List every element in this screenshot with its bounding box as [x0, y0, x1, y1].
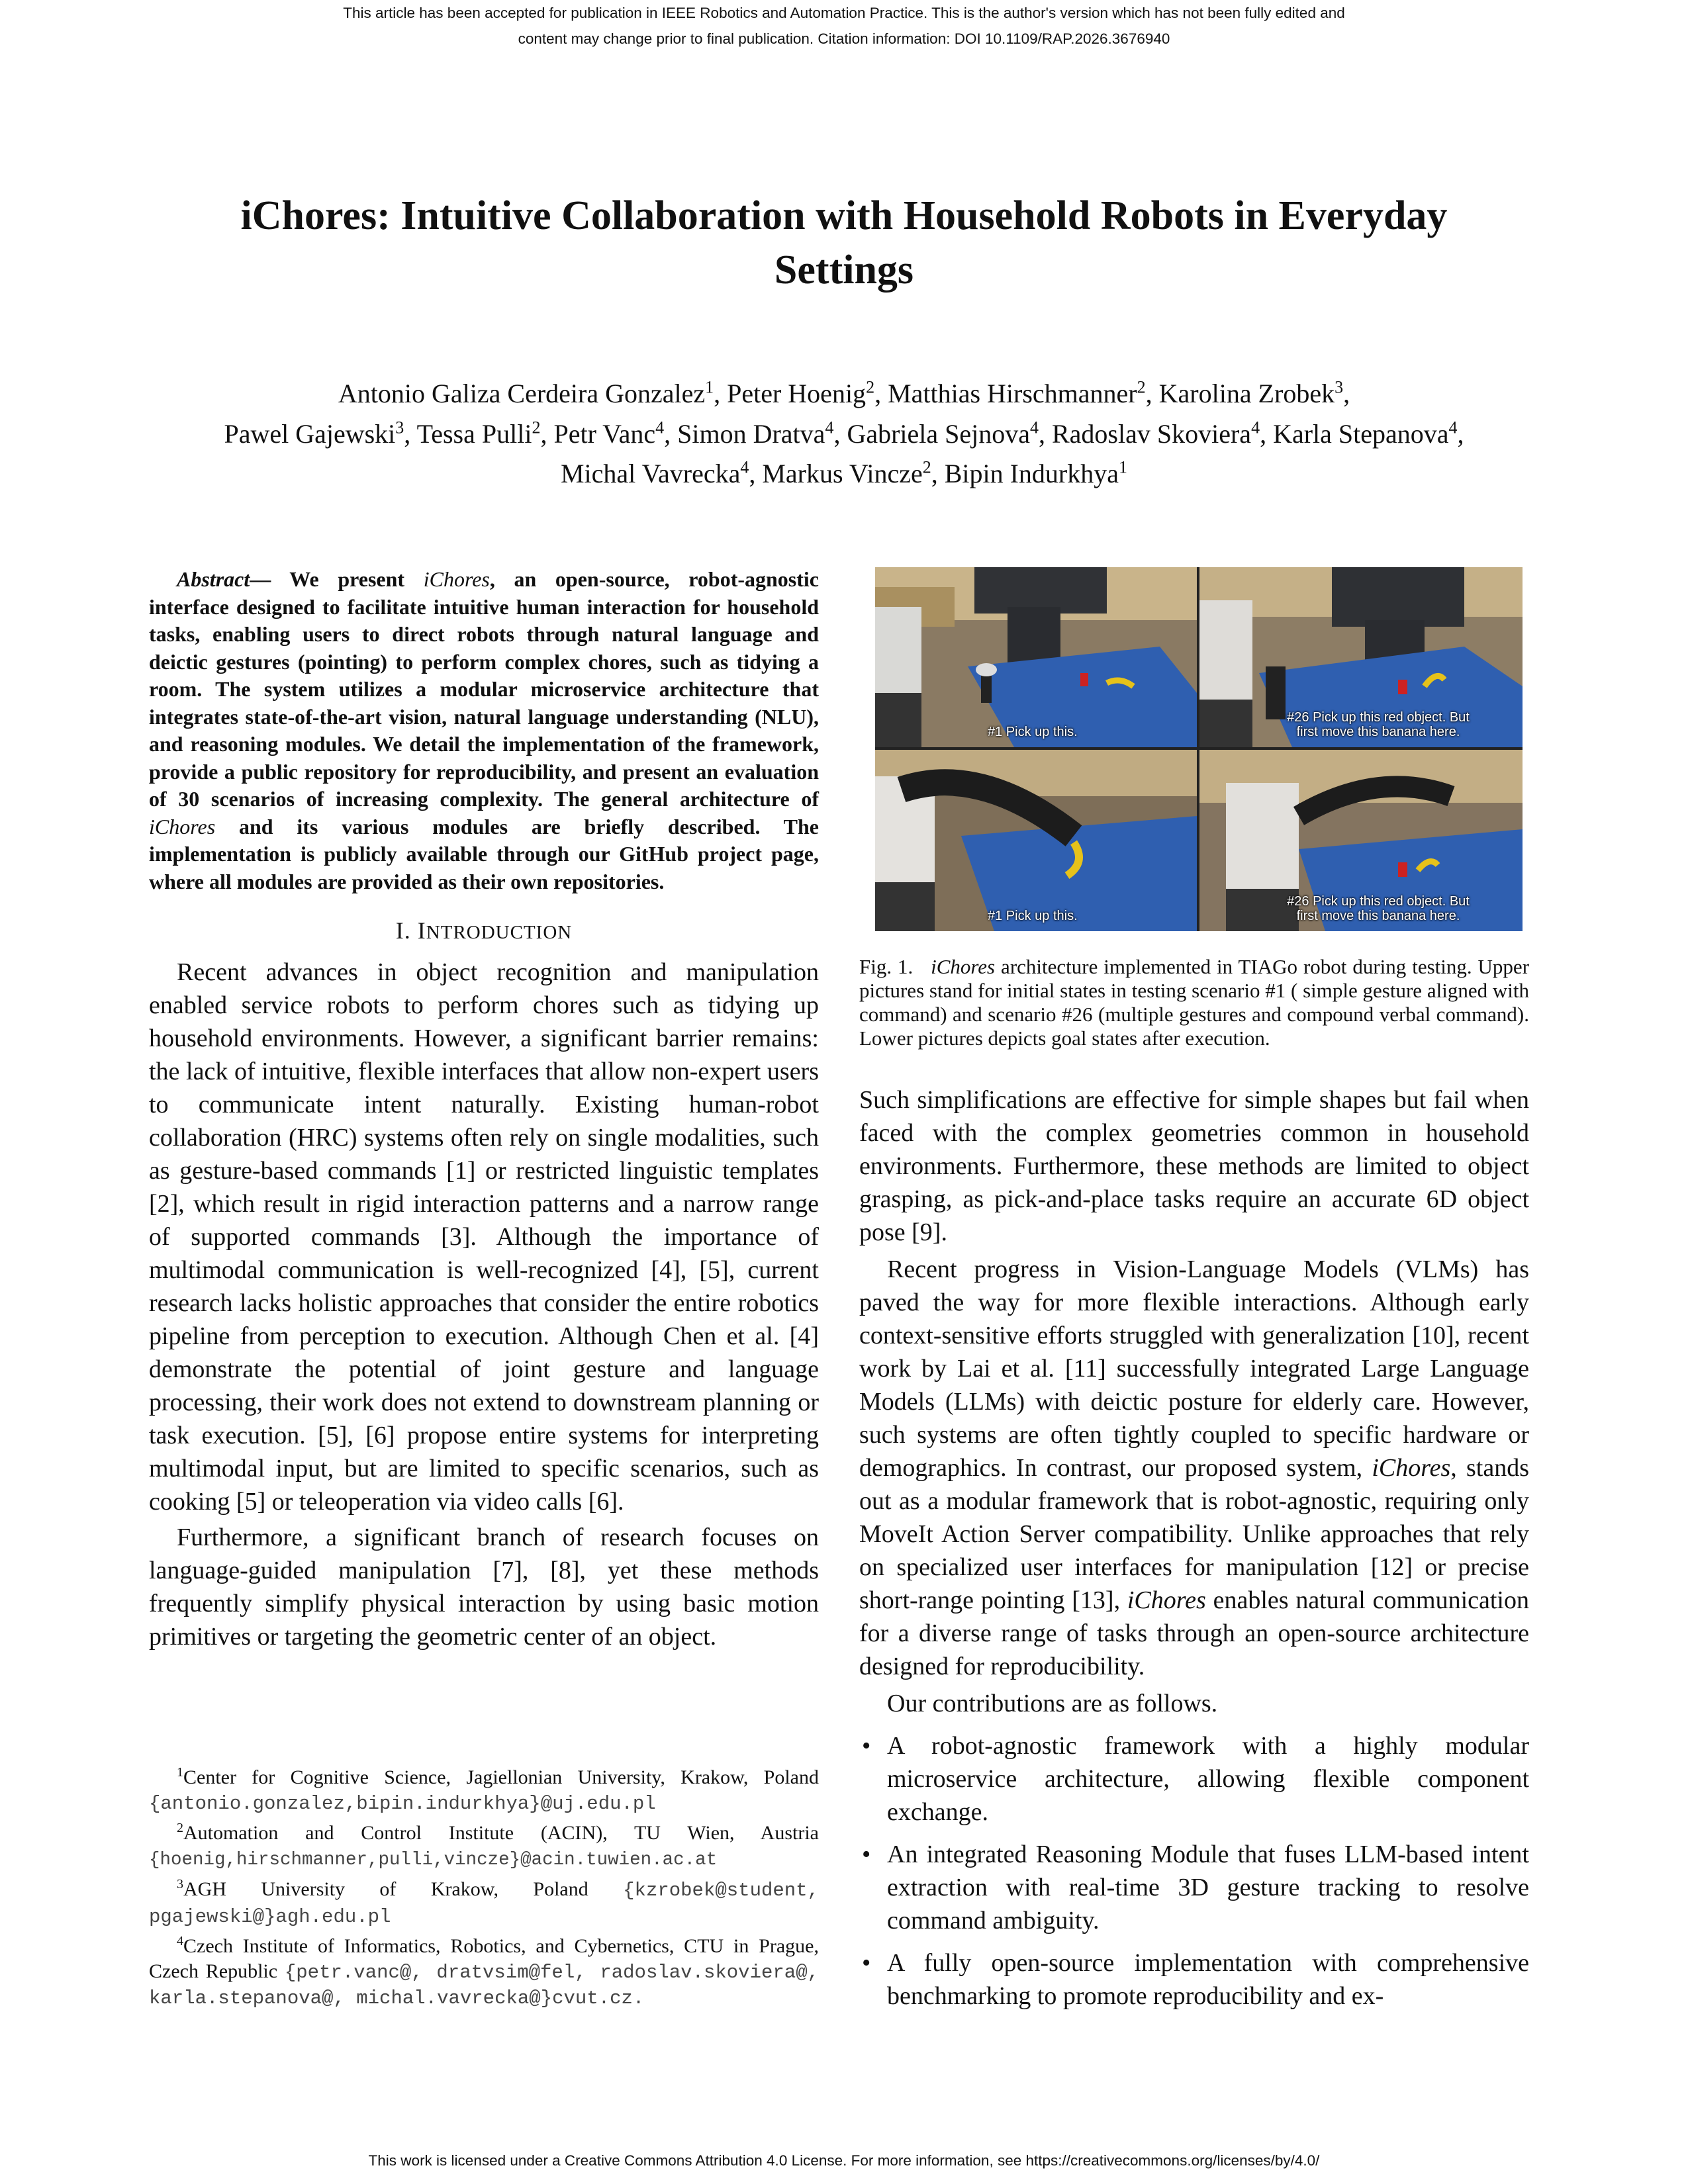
- list-item: • A robot-agnostic framework with a highly modular microservice architecture, allowing flexible component exchange.: [859, 1729, 1529, 1829]
- figure-subtitle: #1 Pick up this.: [988, 909, 1078, 923]
- right-paragraph-2: Recent progress in Vision-Language Models (VLMs) has paved the way for more flexible interactions. Although early context-sensitive efforts struggled with generalization [10], recent work by Lai et al. [11] successfully integrated Large Language Models (LLMs) with deictic posture for elderly care. However, such systems are often tightly coupled to specific hardware or demographics. In contrast, our proposed system, iChores, stands out as a modular framework that is robot-agnostic, requiring only MoveIt Action Server compatibility. Unlike approaches that rely on specialized user interfaces for manipulation [12] or precise short-range pointing [13], iChores enables natural communication for a diverse range of tasks through an open-source architecture designed for reproducibility.: [859, 1255, 1530, 1680]
- contributions-list: [859, 1729, 1529, 2013]
- title-line-2: Settings: [774, 248, 914, 293]
- title-line-1: iChores: Intuitive Collaboration with Household Robots in Everyday: [240, 193, 1448, 238]
- publication-banner: [0, 0, 1688, 52]
- left-column: [149, 566, 819, 1653]
- system-name: iChores: [1372, 1454, 1451, 1482]
- banner-line-1: This article has been accepted for publication in IEEE Robotics and Automation Practice. This is the author's version which has not been fully edited and: [343, 5, 1345, 21]
- footnote-4: $^4$Czech Institute of Informatics, Robotics, and Cybernetics, CTU in Prague, Czech Republic {petr.vanc@, dratvsim@fel, radoslav.skoviera@, karla.stepanova@, michal.vavrecka@}cvut.cz.: [149, 1934, 819, 2009]
- author: Karolina Zrobek$^3$,: [1158, 378, 1350, 409]
- banner-line-2: content may change prior to final publication. Citation information: DOI 10.1109/RAP.2026.3676940: [518, 30, 1170, 47]
- footnote-email: {hoenig,hirschmanner,pulli,vincze}@acin.tuwien.ac.at: [149, 1849, 718, 1870]
- section-heading-introduction: I. INTRODUCTION: [395, 917, 573, 944]
- author: Michal Vavrecka$^4$,: [560, 457, 763, 488]
- footnote-email: {petr.vanc@, dratvsim@fel, radoslav.skoviera@, karla.stepanova@, michal.vavrecka@}cvut.cz.: [149, 1961, 819, 2009]
- author: Gabriela Sejnova$^4$,: [847, 418, 1052, 449]
- author: Bipin Indurkhya$^1$: [944, 457, 1128, 488]
- photo-goal-scenario-26: [1199, 750, 1523, 931]
- system-name: iChores: [1127, 1586, 1206, 1614]
- abstract-label: Abstract: [177, 567, 250, 591]
- affiliation-footnotes: [149, 1760, 819, 2011]
- author: Karla Stepanova$^4$,: [1273, 418, 1464, 449]
- figure-1-caption: Fig. 1. iChores architecture implemented in TIAGo robot during testing. Upper pictures stand for initial states in testing scenario #1 ( simple gesture aligned with command) and scenario #26 (multiple gestures and compound verbal command). Lower pictures depicts goal states after execution.: [859, 955, 1530, 1050]
- license-footer: This work is licensed under a Creative Commons Attribution 4.0 License. For more information, see https://creativecommons.org/licenses/by/4.0/: [368, 2152, 1320, 2169]
- author-list: [99, 371, 1589, 490]
- right-column: [859, 1083, 1529, 2013]
- author: Pawel Gajewski$^3$,: [224, 418, 417, 449]
- author: Antonio Galiza Cerdeira Gonzalez$^1$,: [338, 378, 727, 409]
- author-line-1: [99, 371, 1589, 410]
- author: Radoslav Skoviera$^4$,: [1052, 418, 1274, 449]
- system-name: iChores: [423, 567, 490, 591]
- paper-title: [99, 189, 1589, 297]
- list-item: • An integrated Reasoning Module that fuses LLM-based intent extraction with real-time 3D gesture tracking to resolve command ambiguity.: [859, 1838, 1529, 1937]
- footnote-email: {antonio.gonzalez,bipin.indurkhya}@uj.edu.pl: [149, 1792, 656, 1815]
- right-paragraph-1: Such simplifications are effective for simple shapes but fail when faced with the complex geometries common in household environments. Furthermore, these methods are limited to object grasping, as pick-and-place tasks require an accurate 6D object pose [9].: [859, 1086, 1529, 1246]
- figure-subtitle: #26 Pick up this red object. But first move this banana here.: [1287, 710, 1470, 739]
- figure-subtitle: #26 Pick up this red object. But first move this banana here.: [1287, 894, 1470, 923]
- footnote-email: {kzrobek@student, pgajewski@}agh.edu.pl: [149, 1880, 819, 1928]
- figure-1-photo-grid: [875, 567, 1523, 931]
- author: Matthias Hirschmanner$^2$,: [888, 378, 1159, 409]
- photo-initial-scenario-26: [1199, 567, 1523, 747]
- intro-paragraph-1: Recent advances in object recognition and manipulation enabled service robots to perform chores such as tidying up household environments. However, a significant barrier remains: the lack of intuitive, flexible interfaces that allow non-expert users to communicate intent naturally. Existing human-robot collaboration (HRC) systems often rely on single modalities, such as gesture-based commands [1] or restricted linguistic templates [2], which result in rigid interaction patterns and a narrow range of supported commands [3]. Although the importance of multimodal communication is well-recognized [4], [5], current research lacks holistic approaches that consider the entire robotics pipeline from perception to execution. Although Chen et al. [4] demonstrate the potential of joint gesture and language processing, their work does not extend to downstream planning or task execution. [5], [6] propose entire systems for interpreting multimodal input, but are limited to specific scenarios, such as cooking [5] or teleoperation via video calls [6].: [149, 958, 819, 1516]
- author: Peter Hoenig$^2$,: [727, 378, 888, 409]
- author-line-2: [99, 410, 1589, 450]
- author-line-3: [99, 451, 1589, 490]
- author: Markus Vincze$^2$,: [762, 457, 945, 488]
- system-name: iChores: [931, 955, 996, 978]
- footnote-3: $^3$AGH University of Krakow, Poland {kzrobek@student, pgajewski@}agh.edu.pl: [149, 1877, 819, 1928]
- abstract: Abstract— We present iChores, an open-source, robot-agnostic interface designed to facilitate intuitive human interaction for household tasks, enabling users to direct robots through natural language and deictic gestures (pointing) to perform complex chores, such as tidying a room. The system utilizes a modular microservice architecture that integrates state-of-the-art vision, natural language understanding (NLU), and reasoning modules. We detail the implementation of the framework, provide a public repository for reproducibility, and present an evaluation of 30 scenarios of increasing complexity. The general architecture of iChores and its various modules are briefly described. The implementation is publicly available through our GitHub project page, where all modules are provided as their own repositories.: [149, 567, 819, 893]
- footnote-2: $^2$Automation and Control Institute (ACIN), TU Wien, Austria {hoenig,hirschmanner,pulli,vincze}@acin.tuwien.ac.at: [149, 1821, 819, 1870]
- author: Petr Vanc$^4$,: [553, 418, 678, 449]
- author: Simon Dratva$^4$,: [677, 418, 847, 449]
- photo-initial-scenario-1: [875, 567, 1197, 747]
- list-item: • A fully open-source implementation with comprehensive benchmarking to promote reproducibility and ex-: [859, 1946, 1529, 2013]
- footnote-1: $^1$Center for Cognitive Science, Jagiellonian University, Krakow, Poland {antonio.gonzalez,bipin.indurkhya}@uj.edu.pl: [149, 1765, 819, 1815]
- right-paragraph-3: Our contributions are as follows.: [887, 1690, 1218, 1717]
- figure-label: Fig. 1.: [859, 955, 914, 978]
- photo-goal-scenario-1: [875, 750, 1197, 931]
- intro-paragraph-2: Furthermore, a significant branch of research focuses on language-guided manipulation [7], [8], yet these methods frequently simplify physical interaction by using basic motion primitives or targeting the geometric center of an object.: [149, 1524, 819, 1651]
- system-name: iChores: [149, 814, 216, 839]
- author: Tessa Pulli$^2$,: [416, 418, 554, 449]
- figure-subtitle: #1 Pick up this.: [988, 725, 1078, 739]
